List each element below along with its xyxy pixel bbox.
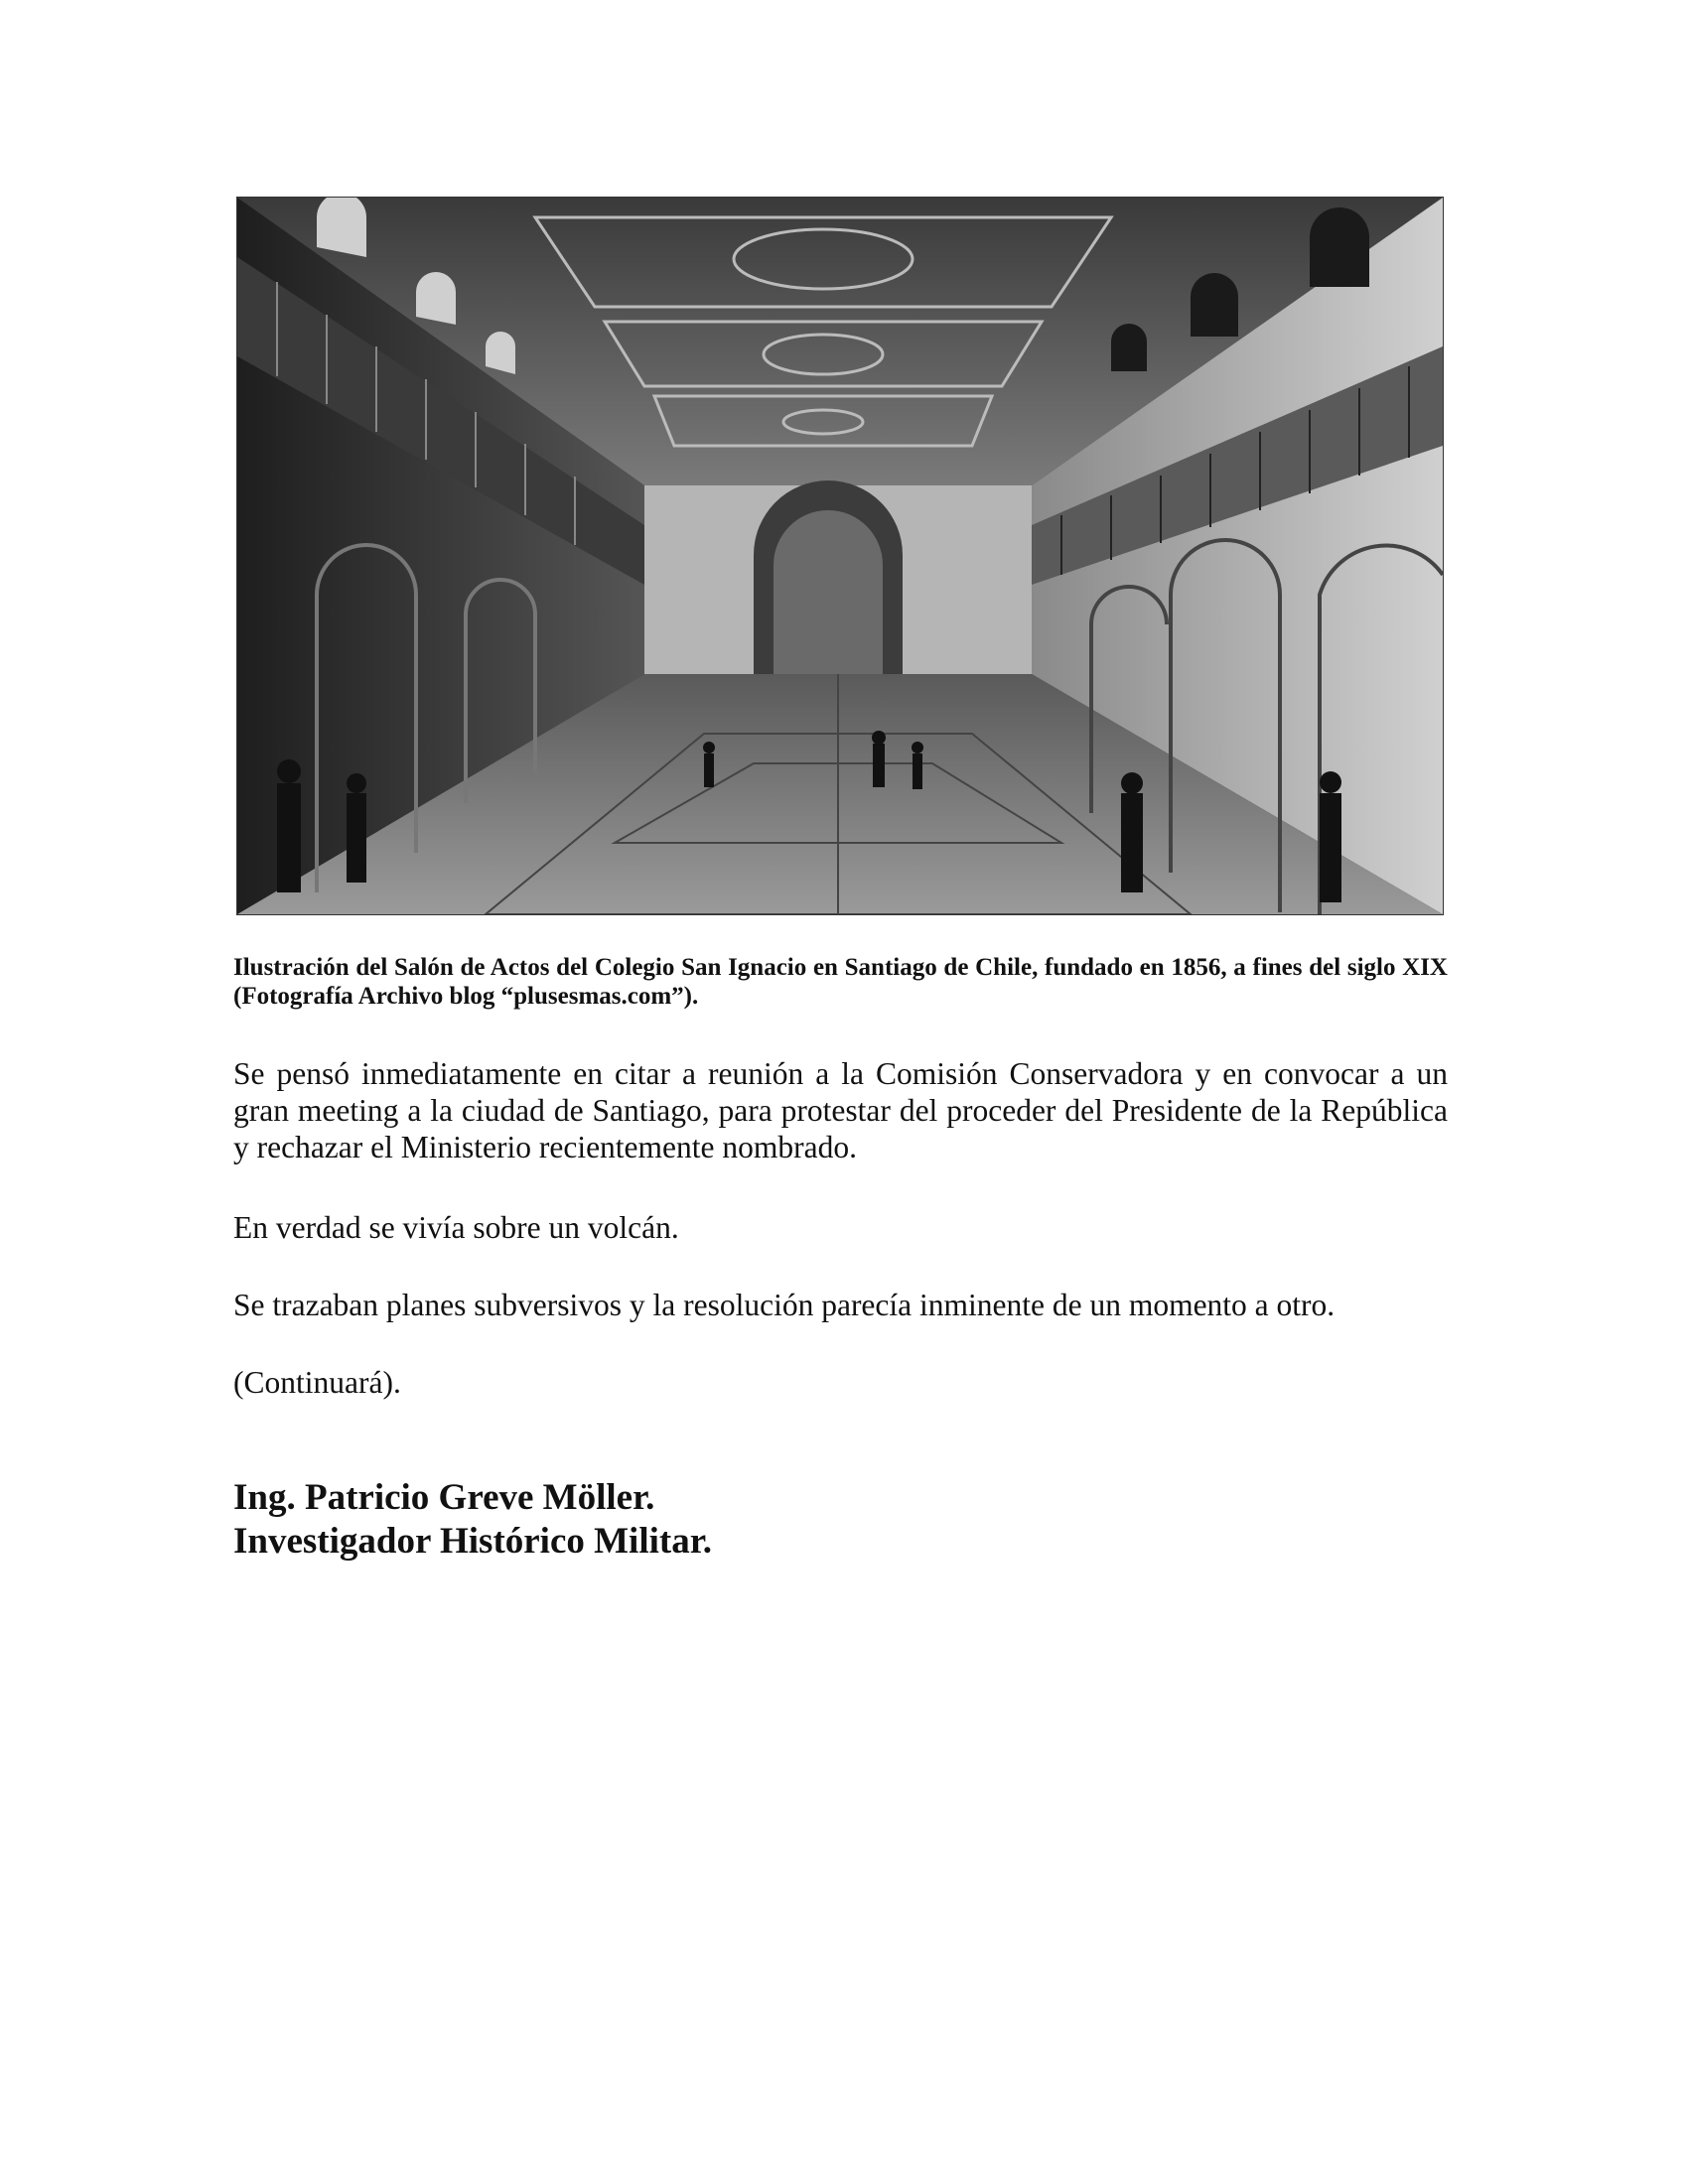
body-paragraph: Se pensó inmediatamente en citar a reunión a la Comisión Conservadora y en convocar a un gran meeting a la ciudad de Santiago, para protestar del proceder del Presidente de la República y rechazar el Ministerio recientemente nombrado. (233, 1056, 1448, 1164)
author-signature (233, 1476, 712, 1564)
hall-illustration (236, 197, 1444, 915)
author-title: Investigador Histórico Militar. (233, 1521, 712, 1562)
ballroom-illustration-icon (237, 198, 1443, 914)
body-paragraph: En verdad se vivía sobre un volcán. (233, 1210, 679, 1245)
body-paragraph: Se trazaban planes subversivos y la resolución parecía inminente de un momento a otro. (233, 1288, 1336, 1322)
author-name: Ing. Patricio Greve Möller. (233, 1477, 655, 1518)
figure-caption: Ilustración del Salón de Actos del Colegio San Ignacio en Santiago de Chile, fundado en 1856, a fines del siglo XIX (Fotografía Archivo blog “plusesmas.com”). (233, 954, 1448, 1010)
body-paragraph: (Continuará). (233, 1365, 401, 1400)
